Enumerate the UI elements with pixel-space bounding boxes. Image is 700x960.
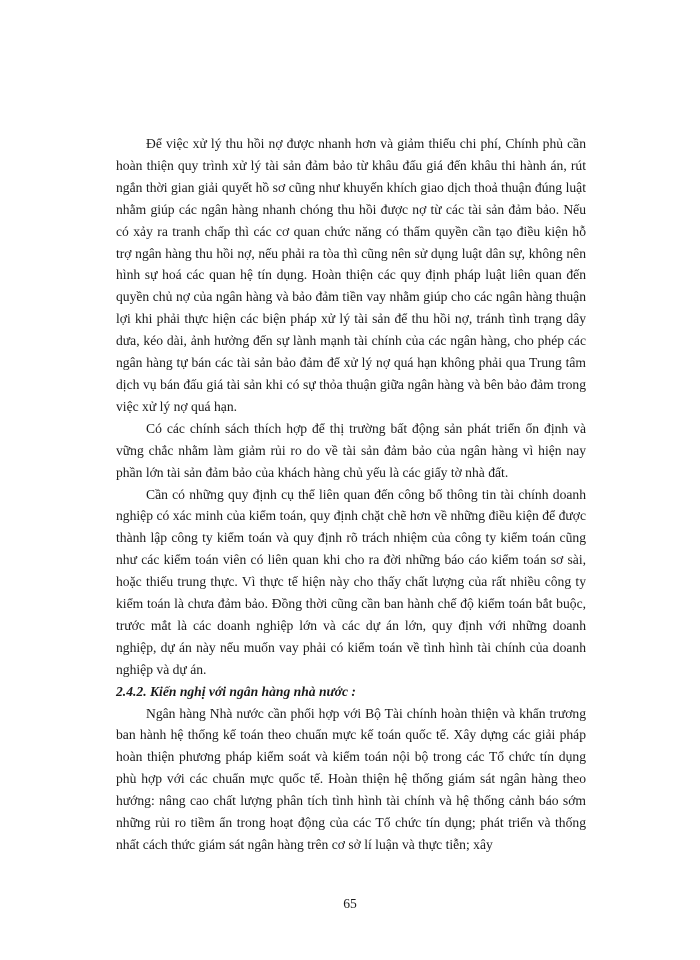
paragraph-state-bank: Ngân hàng Nhà nước cần phối hợp với Bộ Tài chính hoàn thiện và khẩn trương ban hành hệ thống kế toán theo chuẩn mực kế toán quốc tế. Xây dựng các giải pháp hoàn thiện phương pháp kiểm soát và kiểm toán nội bộ trong các Tổ chức tín dụng phù hợp với các chuẩn mực quốc tế. Hoàn thiện hệ thống giám sát ngân hàng theo hướng: nâng cao chất lượng phân tích tình hình tài chính và hệ thống cảnh báo sớm những rủi ro tiềm ẩn trong hoạt động của các Tổ chức tín dụng; phát triển và thống nhất cách thức giám sát ngân hàng trên cơ sở lí luận và thực tiễn; xây	[116, 705, 586, 852]
page-number: 65	[343, 896, 357, 911]
paragraph-audit: Cần có những quy định cụ thể liên quan đến công bố thông tin tài chính doanh nghiệp có xác minh của kiểm toán, quy định chặt chẽ hơn về những điều kiện để được thành lập công ty kiểm toán và quy định rõ trách nhiệm của công ty kiểm toán cũng như các kiểm toán viên có liên quan khi cho ra đời những báo cáo kiểm toán sơ sài, hoặc thiếu trung thực. Vì thực tế hiện này cho thấy chất lượng của rất nhiều công ty kiểm toán là chưa đảm bảo. Đồng thời cũng cần ban hành chế độ kiểm toán bắt buộc, trước mắt là các doanh nghiệp lớn và các dự án lớn, quy định với những doanh nghiệp, dự án này nếu muốn vay phải có kiểm toán về tình hình tài chính của doanh nghiệp và dự án.	[116, 486, 586, 677]
paragraph-debt-recovery: Để việc xử lý thu hồi nợ được nhanh hơn và giảm thiểu chi phí, Chính phủ cần hoàn thiện quy trình xử lý tài sản đảm bảo từ khâu đấu giá đến khâu thi hành án, rút ngắn thời gian giải quyết hồ sơ cũng như khuyến khích giao dịch thoả thuận đúng luật nhằm giúp các ngân hàng nhanh chóng thu hồi được nợ từ các tài sản đảm bảo. Nếu có xảy ra tranh chấp thì các cơ quan chức năng có thẩm quyền cần tạo điều kiện hỗ trợ ngân hàng thu hồi nợ, nếu phải ra tòa thì cũng nên sử dụng luật dân sự, không nên hình sự hoá các quan hệ tín dụng. Hoàn thiện các quy định pháp luật liên quan đến quyền chủ nợ của ngân hàng và bảo đảm tiền vay nhằm giúp cho các ngân hàng thuận lợi khi phải thực hiện các biện pháp xử lý tài sản để thu hồi nợ, tránh tình trạng dây dưa, kéo dài, ảnh hưởng đến sự lành mạnh tài chính của các ngân hàng, cho phép các ngân hàng tự bán các tài sản bảo đảm để xử lý nợ quá hạn không phải qua Trung tâm dịch vụ bán đấu giá tài sản khi có sự thỏa thuận giữa ngân hàng và bên bảo đảm trong việc xử lý nợ quá hạn.	[116, 136, 586, 414]
paragraph-real-estate: Có các chính sách thích hợp để thị trường bất động sản phát triển ổn định và vững chắc nhằm làm giảm rủi ro do về tài sản đảm bảo của ngân hàng vì hiện nay phần lớn tài sản đảm bảo của khách hàng chủ yếu là các giấy tờ nhà đất.	[116, 420, 586, 480]
section-heading: 2.4.2. Kiến nghị với ngân hàng nhà nước :	[116, 683, 356, 699]
body-text	[116, 133, 586, 856]
